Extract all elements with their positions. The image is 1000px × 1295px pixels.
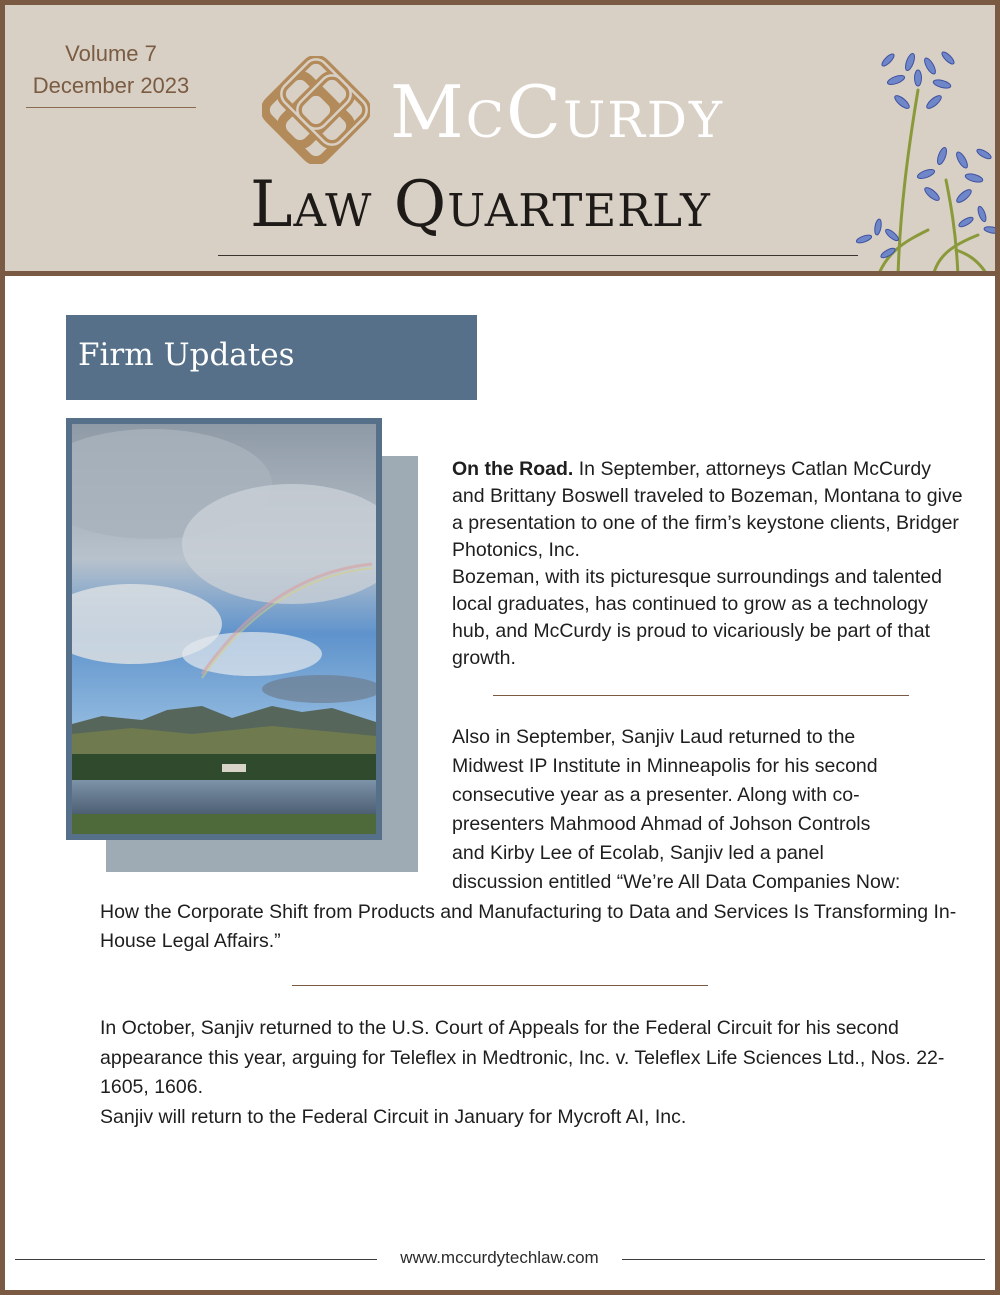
ip-institute-article bbox=[452, 724, 967, 896]
title-divider bbox=[218, 255, 858, 256]
agapanthus-flowers-illustration bbox=[838, 30, 1000, 276]
issue-date: December 2023 bbox=[32, 73, 190, 98]
article-body-continued: Bozeman, with its picturesque surroundings and talented local graduates, has continued to grow as a technology hub, and McCurdy is proud to vicariously be part of that growth. bbox=[452, 566, 942, 669]
article-lead: On the Road. bbox=[452, 458, 574, 480]
section-title: Firm Updates bbox=[78, 337, 295, 373]
issue-divider bbox=[26, 107, 196, 108]
article-line: consecutive year as a presenter. Along with co- bbox=[452, 784, 860, 806]
on-the-road-article bbox=[452, 456, 967, 672]
brand-name bbox=[390, 62, 724, 162]
publication-title-text: Law Quarterly bbox=[250, 168, 711, 242]
footer-divider-right bbox=[622, 1259, 985, 1260]
federal-circuit-article bbox=[100, 1014, 960, 1132]
article-body-continued: Sanjiv will return to the Federal Circuit in January for Mycroft AI, Inc. bbox=[100, 1105, 687, 1128]
brand-name-text: McCurdy bbox=[390, 70, 724, 154]
article-line: discussion entitled “We’re All Data Companies Now: bbox=[452, 871, 901, 893]
rainbow-over-mountains-and-lake-photo bbox=[66, 418, 382, 840]
publication-title bbox=[250, 162, 711, 248]
issue-info bbox=[26, 38, 196, 102]
article-body: In September, attorneys Catlan McCurdy and Brittany Boswell traveled to Bozeman, Montana to give a presentation to one of the firm’s keystone clients, Bridger Photonics, Inc. bbox=[452, 458, 963, 561]
article-body: In October, Sanjiv returned to the U.S. Court of Appeals for the Federal Circuit for his second appearance this year, arguing for Teleflex in Medtronic, Inc. v. Teleflex Life Sciences Ltd., Nos. 22-1605, 1606. bbox=[100, 1017, 945, 1098]
website-link[interactable]: www.mccurdytechlaw.com bbox=[400, 1248, 599, 1267]
article-line: and Kirby Lee of Ecolab, Sanjiv led a panel bbox=[452, 842, 824, 864]
article-line: Midwest IP Institute in Minneapolis for his second bbox=[452, 755, 878, 777]
article-line: Also in September, Sanjiv Laud returned to the bbox=[452, 726, 856, 748]
footer-divider-left bbox=[15, 1259, 377, 1260]
interlaced-knot-logo-icon bbox=[262, 56, 370, 164]
article-divider bbox=[493, 695, 909, 696]
newsletter-header bbox=[0, 0, 1000, 276]
section-banner bbox=[66, 315, 477, 400]
article-line: presenters Mahmood Ahmad of Johson Controls bbox=[452, 813, 871, 835]
ip-institute-article-tail: How the Corporate Shift from Products and Manufacturing to Data and Services Is Transforming In-House Legal Affairs.” bbox=[100, 901, 957, 952]
volume-label: Volume 7 bbox=[65, 41, 157, 66]
article-divider bbox=[292, 985, 708, 986]
